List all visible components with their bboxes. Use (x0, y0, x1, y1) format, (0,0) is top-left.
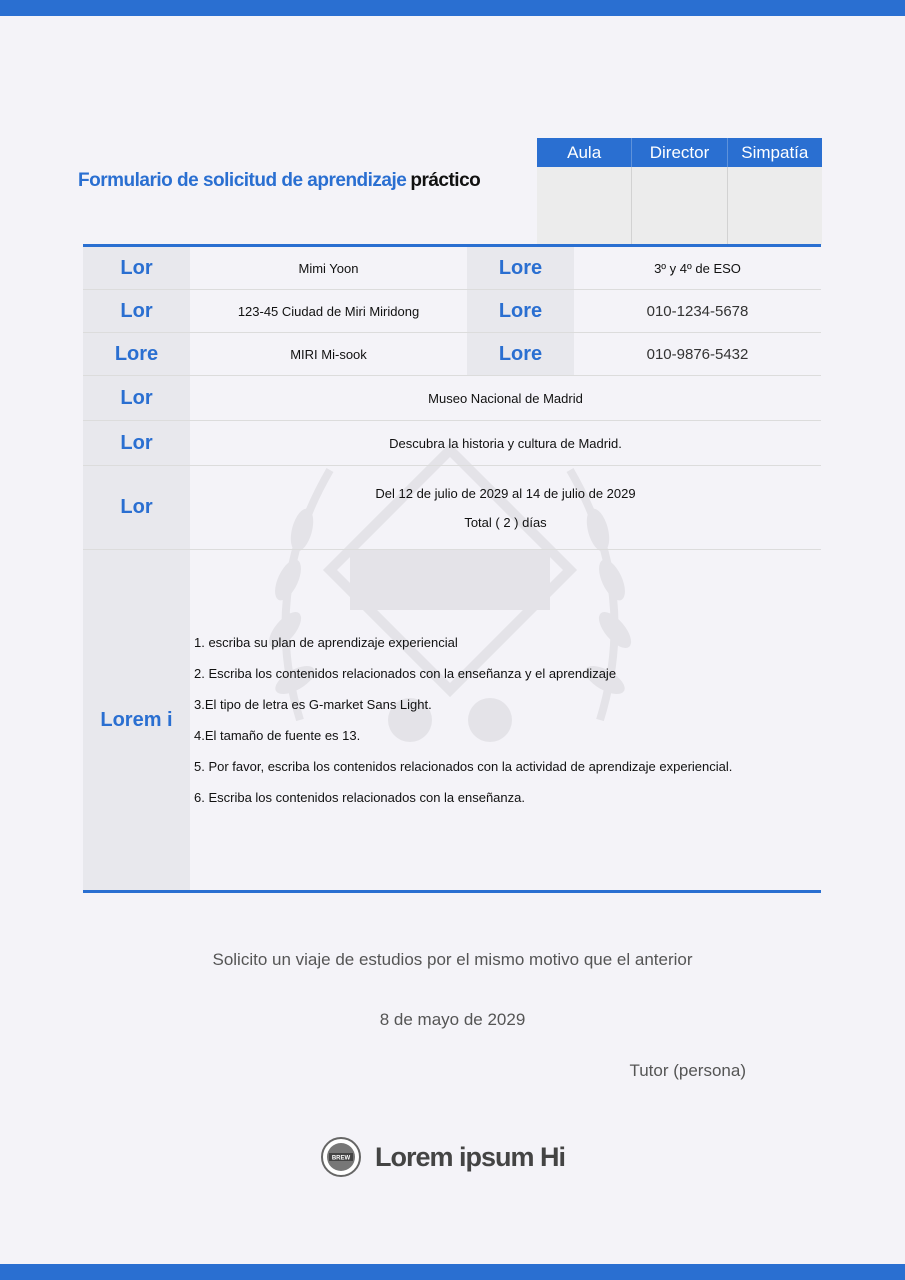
brew-logo-icon (320, 1136, 362, 1178)
row5-label: Lor (83, 421, 190, 465)
approval-header-director: Director (632, 138, 727, 167)
approval-header (537, 138, 822, 167)
tutor-signature-line: Tutor (persona) (629, 1061, 746, 1080)
approval-signature-cells (537, 167, 822, 245)
signature-cell-director[interactable] (632, 167, 727, 245)
list-item: 5. Por favor, escriba los contenidos relacionados con la actividad de aprendizaje experiencial. (194, 759, 733, 774)
row2-label-right: Lore (467, 290, 574, 332)
phone-value-1[interactable]: 010-1234-5678 (646, 302, 749, 320)
row3-label-right: Lore (467, 333, 574, 375)
phone-value-2[interactable]: 010-9876-5432 (646, 345, 749, 363)
form-row-5 (83, 421, 821, 466)
list-item: 6. Escriba los contenidos relacionados con la enseñanza. (194, 790, 525, 805)
list-item: 1. escriba su plan de aprendizaje experiencial (194, 635, 458, 650)
plan-instructions-list[interactable] (190, 550, 821, 890)
approval-header-aula: Aula (537, 138, 632, 167)
row2-label-left: Lor (83, 290, 190, 332)
address-value[interactable]: 123-45 Ciudad de Miri Miridong (237, 303, 420, 319)
period-total-days: Total ( 2 ) días (464, 514, 547, 530)
form-row-3 (83, 333, 821, 376)
form-row-1 (83, 247, 821, 290)
destination-value[interactable]: Museo Nacional de Madrid (428, 390, 583, 406)
row6-label: Lor (83, 466, 190, 549)
signature-cell-aula[interactable] (537, 167, 632, 245)
brand-footer (320, 1136, 565, 1178)
approval-header-simpatia: Simpatía (741, 143, 809, 162)
top-accent-bar (0, 0, 905, 16)
period-value[interactable] (190, 466, 821, 549)
list-item: 3.El tipo de letra es G-market Sans Light. (194, 697, 432, 712)
logo-text: BREW (331, 1155, 351, 1162)
purpose-value[interactable]: Descubra la historia y cultura de Madrid. (389, 435, 622, 451)
title-blue-part: Formulario de solicitud de aprendizaje (78, 170, 407, 191)
list-item: 4.El tamaño de fuente es 13. (194, 728, 361, 743)
page-title (78, 170, 480, 192)
row3-label-left: Lore (83, 333, 190, 375)
title-black-part: práctico (410, 170, 481, 191)
form-row-7 (83, 550, 821, 890)
row4-label: Lor (83, 376, 190, 420)
bottom-accent-bar (0, 1264, 905, 1280)
approval-box (537, 138, 822, 245)
list-item: 2. Escriba los contenidos relacionados con la enseñanza y el aprendizaje (194, 666, 617, 681)
brand-name: Lorem ipsum Hi (375, 1141, 566, 1172)
form-row-4 (83, 376, 821, 421)
row7-label: Lorem i (83, 550, 190, 890)
guardian-name-value[interactable]: MIRI Mi-sook (290, 346, 367, 362)
request-statement: Solicito un viaje de estudios por el mismo motivo que el anterior (212, 950, 693, 969)
student-name-value[interactable]: Mimi Yoon (298, 260, 359, 276)
grade-value[interactable]: 3º y 4º de ESO (654, 260, 741, 276)
application-form-table (83, 244, 821, 893)
signature-cell-simpatia[interactable] (728, 167, 822, 245)
row1-label-left: Lor (83, 247, 190, 289)
form-row-2 (83, 290, 821, 333)
request-date: 8 de mayo de 2029 (379, 1010, 526, 1029)
form-row-6 (83, 466, 821, 550)
period-dates: Del 12 de julio de 2029 al 14 de julio de 2029 (375, 485, 636, 501)
row1-label-right: Lore (467, 247, 574, 289)
